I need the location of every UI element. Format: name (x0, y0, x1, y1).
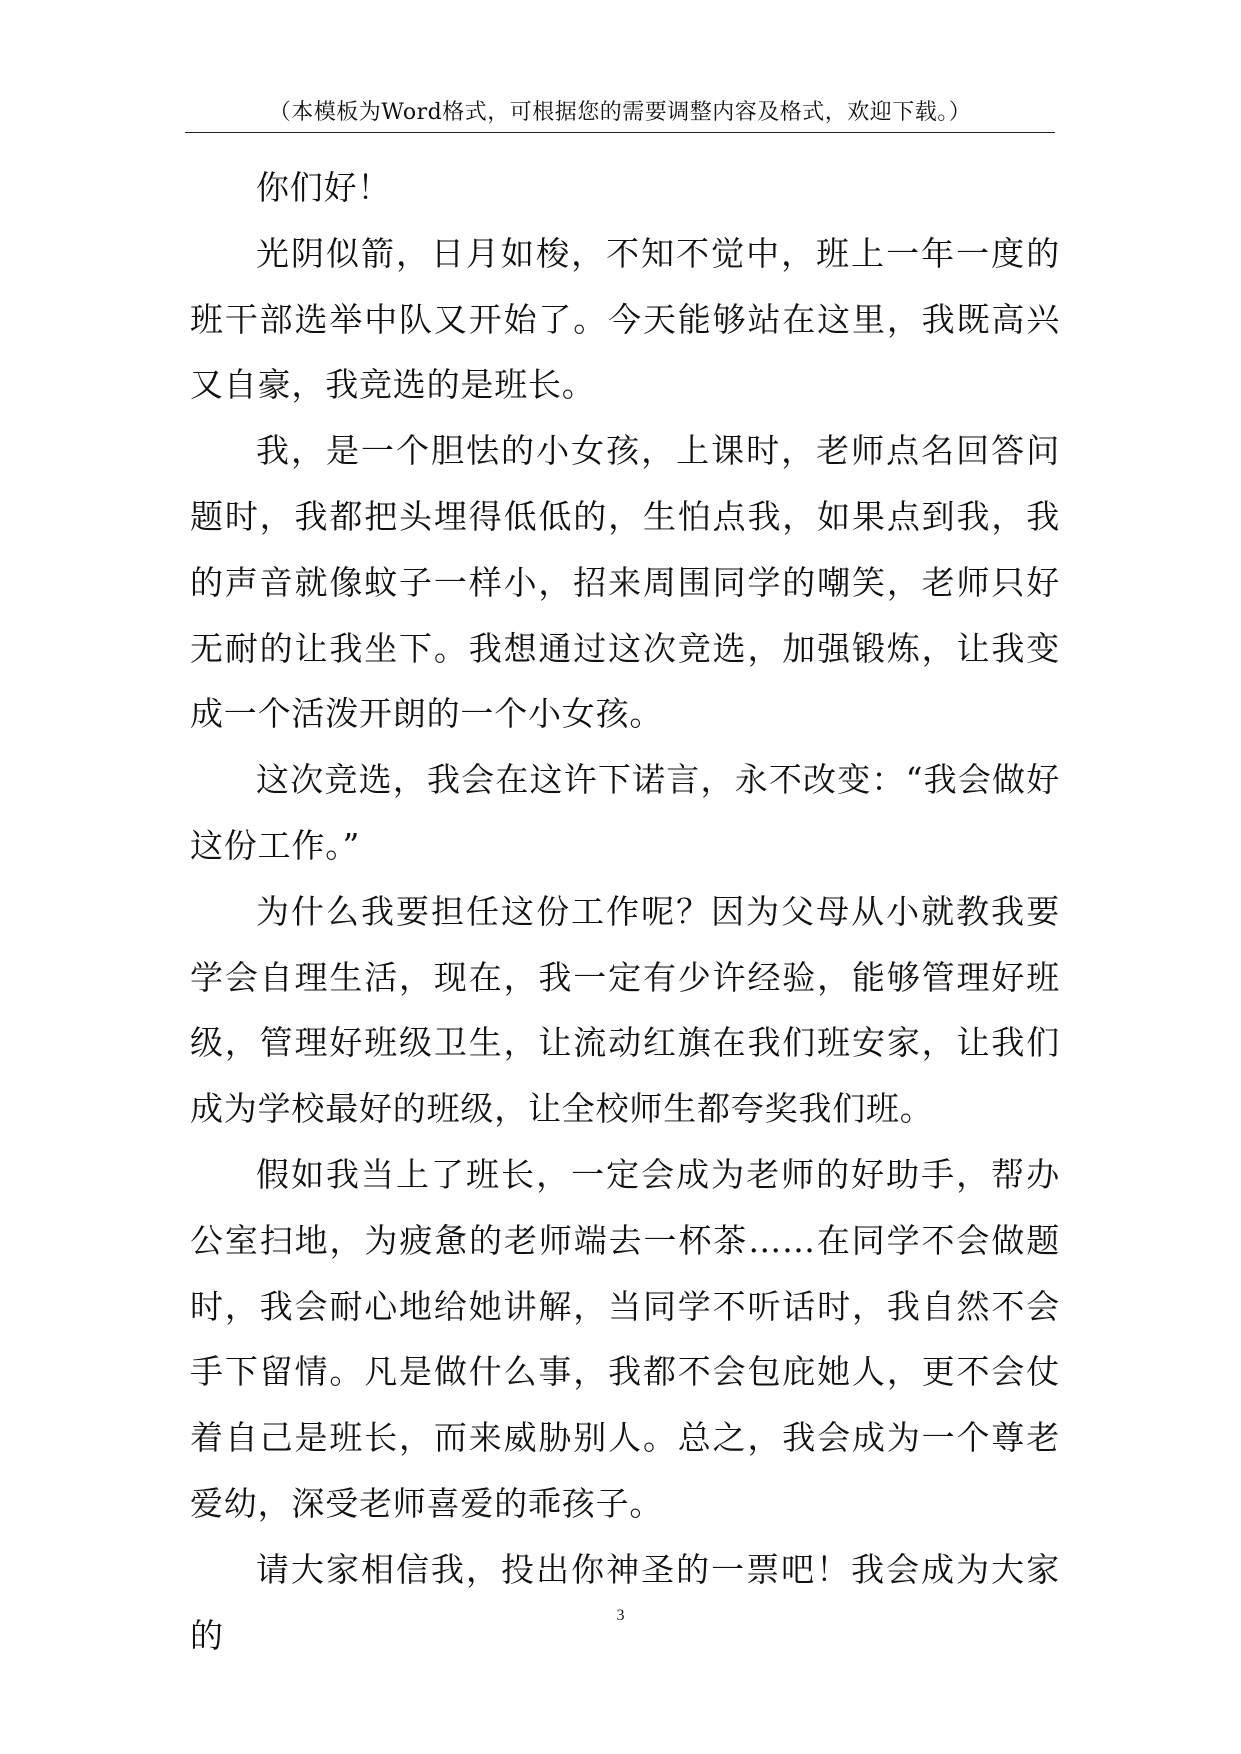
paragraph-intro: 光阴似箭，日月如梭，不知不觉中，班上一年一度的班干部选举中队又开始了。今天能够站在这里，我既高兴又自豪，我竞选的是班长。 (190, 233, 1060, 405)
page-number: 3 (616, 1607, 625, 1624)
speech-body (190, 155, 1060, 1668)
paragraph-self-description: 我，是一个胆怯的小女孩，上课时，老师点名回答问题时，我都把头埋得低低的，生怕点我，如果点到我，我的声音就像蚊子一样小，招来周围同学的嘲笑，老师只好无耐的让我坐下。我想通过这次竞选，加强锻炼，让我变成一个活泼开朗的一个小女孩。 (190, 431, 1060, 734)
paragraph-reason: 为什么我要担任这份工作呢？因为父母从小就教我要学会自理生活，现在，我一定有少许经验，能够管理好班级，管理好班级卫生，让流动红旗在我们班安家，让我们成为学校最好的班级，让全校师生都夸奖我们班。 (190, 891, 1060, 1129)
template-note: （本模板为Word格式，可根据您的需要调整内容及格式，欢迎下载。） (268, 100, 972, 125)
paragraph-appeal: 请大家相信我，投出你神圣的一票吧！我会成为大家的 (190, 1549, 1060, 1655)
paragraph-plan: 假如我当上了班长，一定会成为老师的好助手，帮办公室扫地，为疲惫的老师端去一杯茶……在同学不会做题时，我会耐心地给她讲解，当同学不听话时，我自然不会手下留情。凡是做什么事，我都不会包庇她人，更不会仗着自己是班长，而来威胁别人。总之，我会成为一个尊老爱幼，深受老师喜爱的乖孩子。 (190, 1154, 1060, 1523)
header-divider (185, 132, 1055, 133)
paragraph-greeting: 你们好！ (256, 168, 392, 207)
paragraph-promise: 这次竞选，我会在这许下诺言，永不改变：“我会做好这份工作。” (190, 760, 1060, 865)
